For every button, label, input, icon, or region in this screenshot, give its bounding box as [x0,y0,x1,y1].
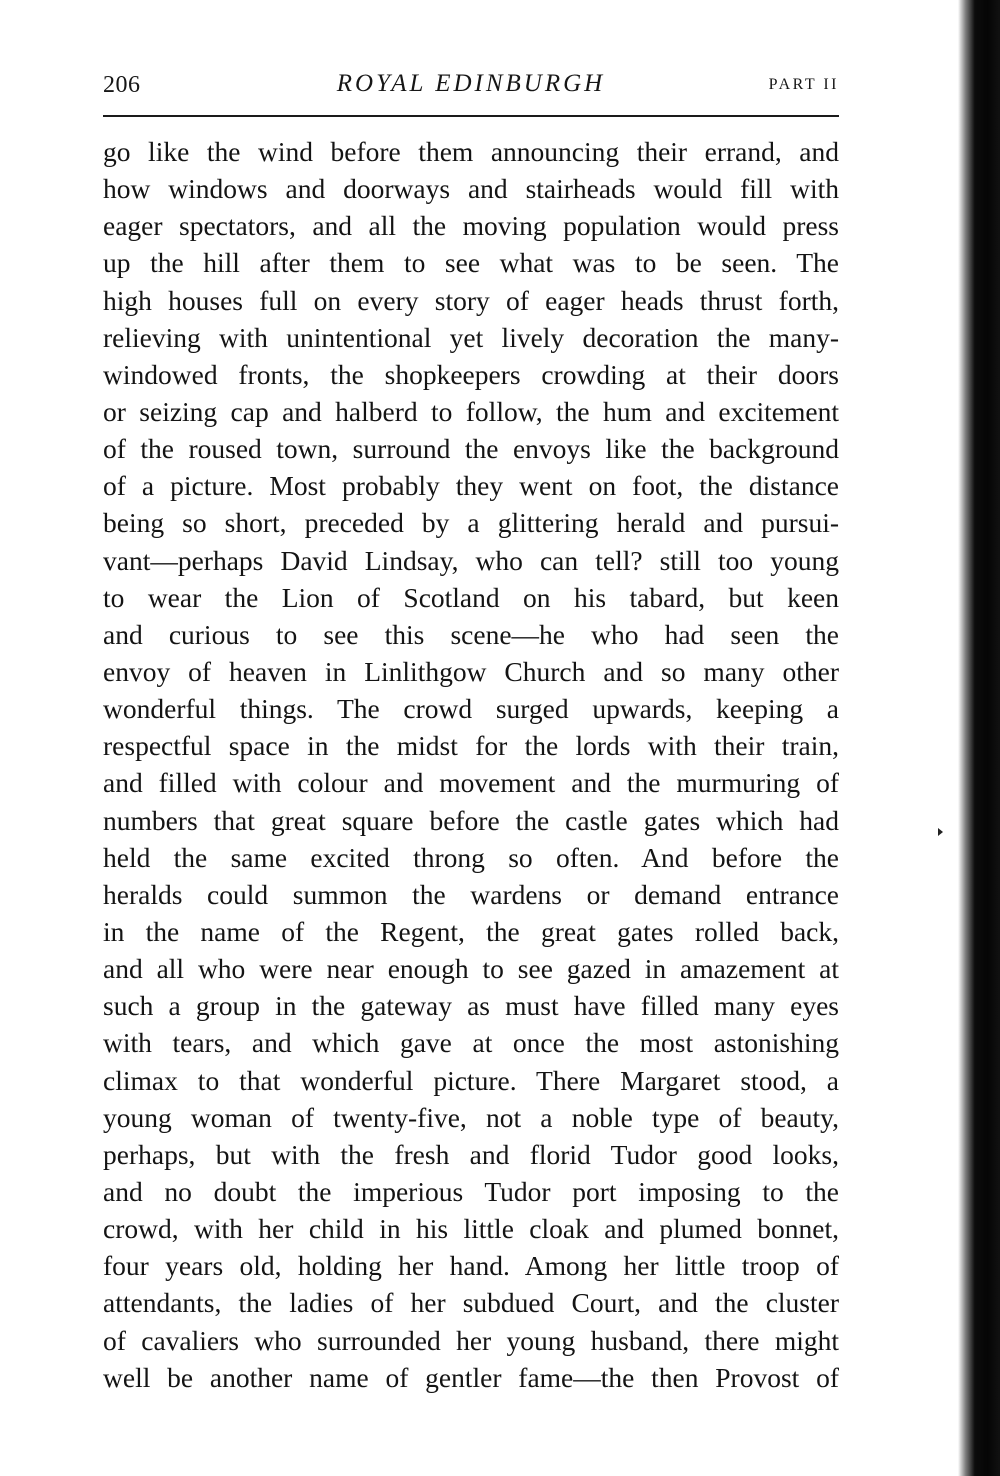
text-line-24: such a group in the gateway as must have filled many eyes [103,990,839,1022]
text-line-32: attendants, the ladies of her subdued Court, and the cluster [103,1287,839,1319]
text-line-6: relieving with unintentional yet lively decoration the many- [103,321,839,353]
text-line-2: how windows and doorways and stairheads would fill with [103,173,839,205]
text-line-34: well be another name of gentler fame—the then Provost of [103,1361,839,1393]
text-line-3: eager spectators, and all the moving population would press [103,210,839,242]
text-line-31: four years old, holding her hand. Among her little troop of [103,1250,839,1282]
body-text [103,133,839,1396]
text-line-1: go like the wind before them announcing their errand, and [103,136,839,167]
text-line-12: vant—perhaps David Lindsay, who can tell? still too young [103,544,839,576]
text-line-16: wonderful things. The crowd surged upwards, keeping a [103,693,839,725]
header-rule [103,115,839,117]
text-line-14: and curious to see this scene—he who had seen the [103,618,839,650]
text-line-23: and all who were near enough to see gazed in amazement at [103,953,839,985]
text-line-13: to wear the Lion of Scotland on his tabard, but keen [103,581,839,613]
text-line-18: and filled with colour and movement and the murmuring of [103,767,839,799]
text-line-20: held the same excited throng so often. And before the [103,841,839,873]
text-line-17: respectful space in the midst for the lords with their train, [103,730,839,762]
text-line-27: young woman of twenty-five, not a noble type of beauty, [103,1101,839,1133]
text-line-26: climax to that wonderful picture. There Margaret stood, a [103,1064,839,1096]
text-line-7: windowed fronts, the shopkeepers crowding at their doors [103,358,839,390]
text-line-8: or seizing cap and halberd to follow, the hum and excitement [103,395,839,427]
text-line-10: of a picture. Most probably they went on foot, the distance [103,470,839,502]
text-line-33: of cavaliers who surrounded her young husband, there might [103,1324,839,1356]
text-line-21: heralds could summon the wardens or demand entrance [103,878,839,910]
binding-gutter-shadow [958,0,1000,1476]
text-line-25: with tears, and which gave at once the most astonishing [103,1027,839,1059]
text-line-30: crowd, with her child in his little cloak and plumed bonnet, [103,1213,839,1245]
running-title: ROYAL EDINBURGH [336,70,606,97]
text-line-28: perhaps, but with the fresh and florid Tudor good looks, [103,1138,839,1170]
text-line-22: in the name of the Regent, the great gates rolled back, [103,915,839,947]
scan-speck [938,828,943,836]
text-line-9: of the roused town, surround the envoys like the background [103,433,839,465]
text-line-11: being so short, preceded by a glittering herald and pursui- [103,507,839,539]
text-line-4: up the hill after them to see what was to be seen. The [103,247,839,279]
text-line-15: envoy of heaven in Linlithgow Church and so many other [103,655,839,687]
page-header [103,68,839,108]
text-line-29: and no doubt the imperious Tudor port imposing to the [103,1175,839,1207]
part-label: PART II [768,76,839,93]
text-line-5: high houses full on every story of eager heads thrust forth, [103,284,839,316]
text-line-19: numbers that great square before the castle gates which had [103,804,839,836]
page-number: 206 [103,72,141,98]
